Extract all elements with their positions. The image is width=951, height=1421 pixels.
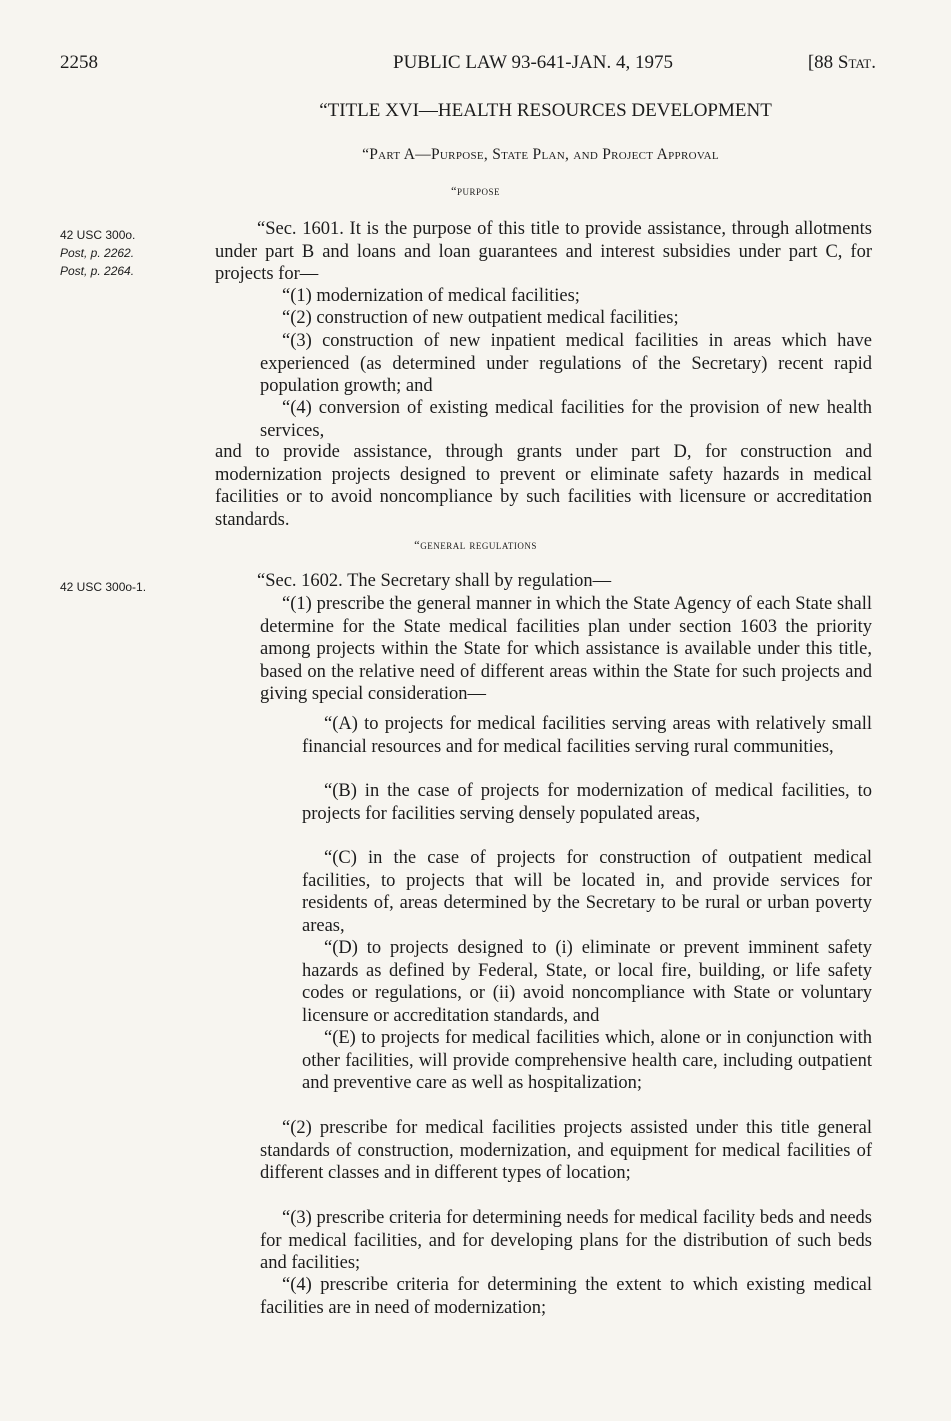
section-1601-item: “(2) construction of new outpatient medical facilities; bbox=[282, 308, 679, 328]
section-1601-closing: and to provide assistance, through grants under part D, for construction and modernization projects designed to prevent or eliminate safety hazards in medical facilities or to avoid noncompliance by such facilities with licensure or accreditation standards. bbox=[215, 442, 872, 530]
section-1602-subitem: “(D) to projects designed to (i) eliminate or prevent imminent safety hazards as defined by Federal, State, or local fire, building, or life safety codes or regulations, or (ii) avoid noncompliance with State or voluntary licensure or accreditation standards, and bbox=[302, 938, 872, 1026]
section-1601-item: “(1) modernization of medical facilities; bbox=[282, 286, 580, 306]
margin-note-line: Post, p. 2262. bbox=[60, 246, 135, 260]
general-regulations-heading: “general regulations bbox=[414, 538, 537, 552]
section-1602-subitem: “(C) in the case of projects for construction of outpatient medical facilities, to projects that will be located in, and provide services for residents of, areas determined by the Secretary to be rural or urban poverty areas, bbox=[302, 848, 872, 936]
margin-note-line: 42 USC 300o. bbox=[60, 228, 136, 242]
section-1601-item: “(4) conversion of existing medical facilities for the provision of new health services, bbox=[260, 398, 872, 441]
purpose-heading: “purpose bbox=[450, 184, 501, 198]
section-1602-item-1: “(1) prescribe the general manner in which the State Agency of each State shall determine for the State medical facilities plan under section 1603 the priority among projects within the State for which assistance is available under this title, based on the relative need of different areas within the State for such projects and giving special consideration— bbox=[260, 594, 872, 704]
title-heading: “TITLE XVI—HEALTH RESOURCES DEVELOPMENT bbox=[319, 100, 772, 121]
statutes-reference-text: [88 Stat. bbox=[807, 52, 876, 73]
section-1602-item-2: “(2) prescribe for medical facilities projects assisted under this title general standards of construction, modernization, and equipment for medical facilities of different classes and in different types of location; bbox=[260, 1118, 872, 1183]
section-1601-intro: “Sec. 1601. It is the purpose of this title to provide assistance, through allotments under part B and loans and loan guarantees and interest subsidies under part C, for projects for— bbox=[215, 219, 872, 284]
margin-note-sec1601 bbox=[60, 226, 135, 280]
page-number: 2258 bbox=[60, 52, 98, 73]
section-1602-subitem: “(E) to projects for medical facilities which, alone or in conjunction with other facilities, will provide comprehensive health care, including outpatient and preventive care as well as hospitalization; bbox=[302, 1028, 872, 1093]
margin-note-line: Post, p. 2264. bbox=[60, 264, 135, 278]
section-1602-item-4: “(4) prescribe criteria for determining the extent to which existing medical facilities are in need of modernization; bbox=[260, 1275, 872, 1318]
part-heading: “Part A—Purpose, State Plan, and Project Approval bbox=[362, 146, 719, 163]
section-1602-subitem: “(A) to projects for medical facilities serving areas with relatively small financial resources and for medical facilities serving rural communities, bbox=[302, 714, 872, 757]
page-header bbox=[60, 52, 876, 82]
section-1602-subitem: “(B) in the case of projects for modernization of medical facilities, to projects for facilities serving densely populated areas, bbox=[302, 781, 872, 824]
law-citation: PUBLIC LAW 93-641-JAN. 4, 1975 bbox=[393, 52, 673, 73]
margin-note-sec1602: 42 USC 300o-1. bbox=[60, 580, 147, 594]
section-1602-intro: “Sec. 1602. The Secretary shall by regulation— bbox=[257, 571, 612, 591]
section-1602-item-3: “(3) prescribe criteria for determining needs for medical facility beds and needs for medical facilities, and for developing plans for the distribution of such beds and facilities; bbox=[260, 1208, 872, 1273]
statutes-reference bbox=[808, 52, 876, 74]
section-1601-item: “(3) construction of new inpatient medical facilities in areas which have experienced (as determined under regulations of the Secretary) recent rapid population growth; and bbox=[260, 331, 872, 396]
